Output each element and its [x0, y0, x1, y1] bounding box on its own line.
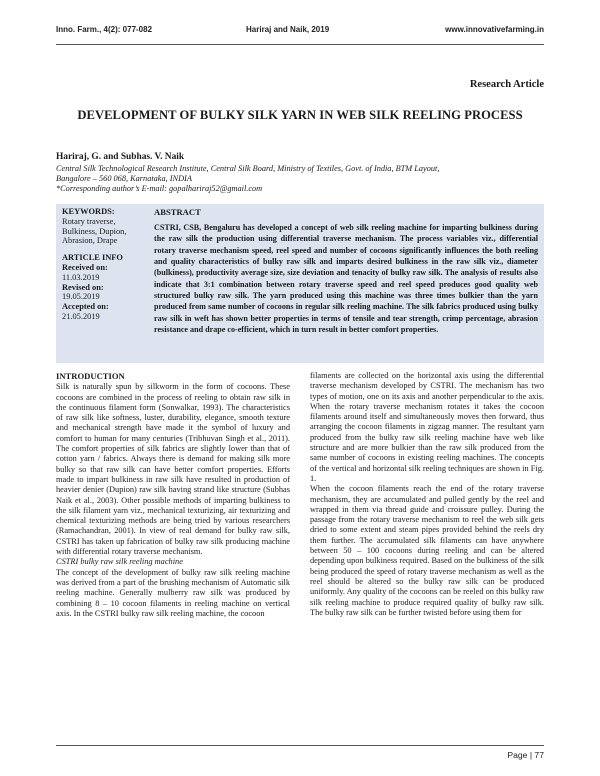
revised-label: Revised on: — [62, 282, 104, 292]
article-info-column — [62, 207, 144, 322]
received-label: Received on: — [62, 262, 108, 272]
body-paragraph: When the cocoon filaments reach the end of the rotary traverse mechanism, they are accumulated and pulled gently by the reel and wrapped in them via thread guide and croissure pulley. During the passage from the rotary traverse mechanism to reel the web silk gets dried to some extent and steam pipes provided behind the reels dry them further. The accumulated silk filaments can have anywhere between 50 – 100 cocoons during reeling and can be altered depending upon bulkiness required. Based on the bulkiness of the silk being produced the speed of rotary traverse mechanism as well as the reel should be altered so the bulky raw silk can be produced uniformly. Any quality of the cocoons can be reeled on this bulky raw silk reeling machine to produce required quality of bulky raw silk. The bulky raw silk can be further twisted before using them for — [310, 484, 544, 617]
revised-date: 19.05.2019 — [62, 292, 100, 302]
author-list: Hariraj, G. and Subhas. V. Naik — [56, 152, 185, 162]
keywords: Rotary traverse, Bulkiness, Dupion, Abrasion, Drape — [62, 216, 127, 246]
introduction-heading: INTRODUCTION — [56, 371, 125, 381]
body-paragraph: filaments are collected on the horizontal axis using the differential traverse mechanism developed by CSTRI. The mechanism has two types of motion, one on its axis and another perpendicular to the axis. When the rotary traverse mechanism rotates it takes the cocoon filaments around itself and simultaneously moves then forward, thus arranging the cocoon filaments in zigzag manner. The resultant yarn produced from the bulky raw silk reeling machine have web like structure and are more bulkier than the raw silk produced from the same number of cocoons in existing reeling machines. The concepts of the vertical and horizontal silk reeling techniques are shown in Fig. 1. — [310, 371, 544, 483]
accepted-date: 21.05.2019 — [62, 311, 100, 321]
running-authors: Hariraj and Naik, 2019 — [246, 25, 330, 34]
section-subheading: CSTRI bulky raw silk reeling machine — [56, 557, 183, 567]
keywords-label: KEYWORDS: — [62, 207, 115, 216]
page-number: Page | 77 — [507, 750, 544, 760]
abstract-text: CSTRI, CSB, Bengaluru has developed a concept of web silk reeling machine for imparting bulkiness during the raw silk the production using differential traverse mechanism. The process variables viz., differential rotary traverse mechanism speed, reel speed and number of cocoons significantly influences the both reeling and quality characteristics of bulky raw silk and imparts desired bulkiness in the raw silk viz., diameter (bulkiness), productivity average size, size deviation and tenacity of bulky raw silk. The analysis of results also indicate that 3:1 combination between rotary traverse speed and reel speed produces good quality web structured bulky raw silk. The yarn produced using this machine was three times bulkier than the yarn produced from same number of cocoons in regular silk reeling machine. The silk fabrics produced using bulky raw silk in weft has shown better properties in terms of tensile and tear strength, crimp percentage, abrasion resistance and drape co-efficient, which in turn result in better comfort properties. — [154, 223, 538, 335]
article-type: Research Article — [469, 79, 544, 90]
affiliation-line: Central Silk Technological Research Institute, Central Silk Board, Ministry of Textiles, Govt. of India, BTM Layout, — [56, 164, 440, 173]
header-rule — [56, 44, 544, 45]
body-paragraph: The concept of the development of bulky raw silk reeling machine was derived from a part of the brushing mechanism of Automatic silk reeling machine. Generally mulberry raw silk was produced by combining 8 – 10 cocoon filaments in reeling machine on vertical axis. In the CSTRI bulky raw silk reeling machine, the cocoon — [56, 567, 290, 618]
running-header — [56, 25, 544, 39]
journal-citation: Inno. Farm., 4(2): 077-082 — [56, 25, 153, 34]
article-info-box — [56, 204, 544, 363]
received-date: 11.03.2019 — [62, 272, 100, 282]
footer-rule — [56, 745, 544, 746]
affiliation — [56, 164, 544, 195]
accepted-label: Accepted on: — [62, 302, 109, 312]
body-column-left — [56, 371, 290, 619]
article-info-label: ARTICLE INFO — [62, 253, 123, 263]
article-title: DEVELOPMENT OF BULKY SILK YARN IN WEB SILK REELING PROCESS — [77, 108, 523, 122]
affiliation-line: Bangalore – 560 068, Karnataka, INDIA — [56, 174, 192, 184]
corresponding-email: *Corresponding author’s E-mail: gopalhariraj52@gmail.com — [56, 184, 263, 194]
body-paragraph: Silk is naturally spun by silkworm in the form of cocoons. These cocoons are combined in the process of reeling to obtain raw silk in the continuous filament form (Sonwalkar, 1993). The characteristics of raw silk like softness, luster, durability, elegance, smooth texture and mechanical strength have made it the symbol of luxury and comfort to human for many centuries (Tribhuvan Singh et al., 2011). The comfort properties of silk fabrics are slightly lower than that of cotton yarn / fabrics. Always there is demand for making silk more bulky so that raw silk can have better comfort properties. Efforts made to impart bulkiness in raw silk have resulted in production of heavier denier (Dupion) raw silk having strand like structure (Subhas Naik et al., 2003). Other possible methods of imparting bulkiness to the silk filament yarn viz., mechanical texturizing, air texturizing and chemical texturizing methods are being tried by various researchers (Ramachandran, 2001). In view of real demand for bulky raw silk, CSTRI has taken up fabrication of bulky raw silk producing machine with differential rotary traverse mechanism. — [56, 382, 290, 557]
journal-website[interactable]: www.innovativefarming.in — [445, 25, 544, 34]
body-column-right — [310, 371, 544, 618]
abstract-heading: ABSTRACT — [154, 207, 201, 217]
